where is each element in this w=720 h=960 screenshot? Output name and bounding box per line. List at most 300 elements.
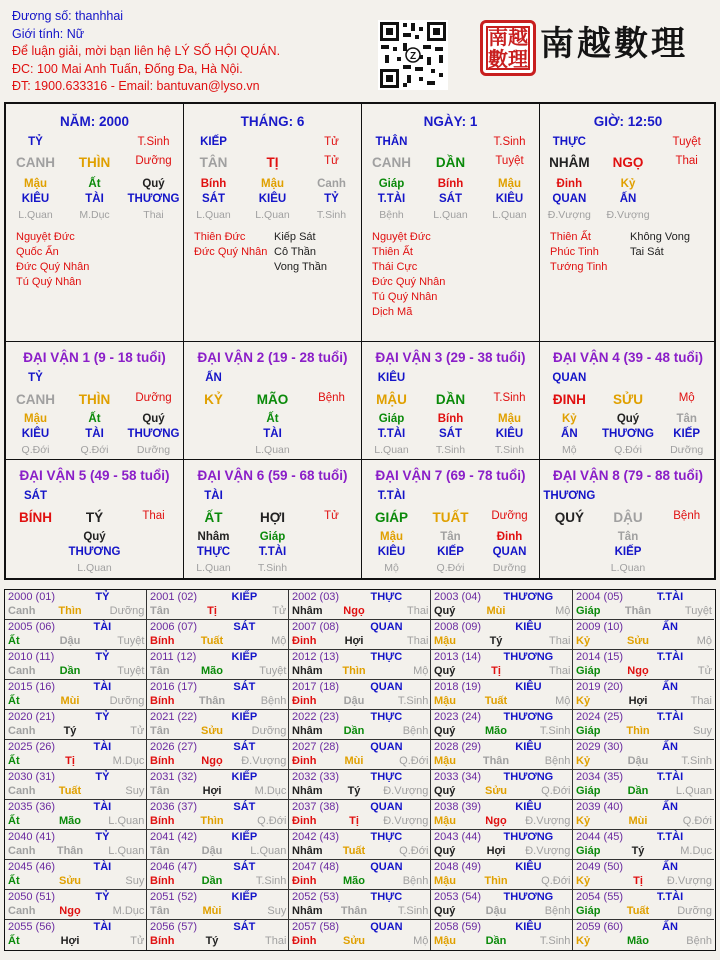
heavenly-stem: Mậu: [434, 695, 456, 707]
hidden-stem: Bính: [200, 178, 227, 190]
hidden-star: [6, 546, 65, 558]
hidden-stage: L.Quan: [196, 562, 231, 574]
good-star: Thiên Ất: [372, 246, 413, 258]
life-stage: Bệnh: [544, 755, 571, 767]
heavenly-stem: Giáp: [576, 785, 601, 797]
annual-cell: [147, 890, 289, 920]
earthly-branch: Sửu: [484, 785, 508, 797]
ten-god-star: THỰC: [370, 771, 403, 783]
annual-stem-branch: [8, 725, 144, 737]
chart-grid: [4, 102, 716, 580]
hidden-stem: Giáp: [378, 413, 405, 425]
earthly-branch: Tị: [207, 605, 217, 617]
hidden-stage: [124, 562, 183, 574]
seal-text: 南越數理: [488, 25, 528, 71]
hidden-star: ẤN: [561, 428, 578, 440]
annual-stem-branch: [8, 845, 144, 857]
life-stage: Mộ: [678, 392, 695, 404]
dai-van-cell: [362, 460, 540, 580]
earthly-branch: Tị: [633, 875, 643, 887]
earthly-branch: Mùi: [344, 755, 364, 767]
life-stage: Tử: [130, 725, 145, 737]
dai-van-title: ĐẠI VẬN 2 (19 - 28 tuổi): [197, 350, 348, 365]
hidden-stage: L.Quan: [196, 209, 231, 221]
annual-stem-branch: [150, 695, 286, 707]
hidden-stem: Tân: [676, 413, 697, 425]
life-stage: M.Dục: [112, 755, 145, 767]
heavenly-stem: Mậu: [434, 875, 456, 887]
earthly-branch: DẦN: [435, 392, 466, 407]
heavenly-stem: Giáp: [576, 725, 601, 737]
pillar-stars-row: [184, 136, 361, 148]
annual-stem-branch: [292, 815, 428, 827]
life-stage: Thai: [406, 635, 429, 647]
gender: Giới tính: Nữ: [12, 26, 85, 41]
year-age: 2001 (02): [150, 591, 198, 603]
earthly-branch: Thân: [198, 695, 226, 707]
dai-van-stem-branch: [6, 510, 183, 525]
ten-god-star: THƯƠNG: [543, 490, 596, 502]
year-age: 2022 (23): [292, 711, 340, 723]
heavenly-stem: Tân: [150, 905, 170, 917]
dai-van-title: ĐẠI VẬN 8 (79 - 88 tuổi): [552, 468, 704, 483]
life-stage: M.Dục: [254, 785, 287, 797]
hidden-stem: Mậu: [24, 178, 47, 190]
annual-stem-branch: [8, 605, 144, 617]
heavenly-stem: Bính: [150, 875, 175, 887]
life-stage: Mộ: [555, 695, 571, 707]
hidden-stem: [184, 413, 243, 425]
dai-van-title: ĐẠI VẬN 1 (9 - 18 tuổi): [23, 350, 166, 365]
ten-god-star: QUAN: [370, 801, 403, 813]
annual-stem-branch: [292, 935, 428, 947]
annual-cell: [431, 620, 573, 650]
heavenly-stem: Mậu: [434, 935, 456, 947]
annual-cell: [289, 890, 431, 920]
earthly-branch: TUẤT: [432, 510, 469, 525]
ten-god-star: KIẾP: [231, 771, 258, 783]
life-stage: T.Sinh: [397, 695, 429, 707]
hidden-star: KIÊU: [377, 546, 406, 558]
ten-god-star: TỶ: [95, 891, 110, 903]
spacer: [480, 490, 539, 502]
annual-cell: [289, 680, 431, 710]
spacer: [657, 372, 716, 384]
dai-van-star-row: [540, 490, 716, 502]
earthly-branch: Thân: [340, 905, 368, 917]
spacer: [302, 372, 361, 384]
year-age: 2019 (20): [576, 681, 624, 693]
hidden-stars: [362, 193, 539, 205]
ten-god-star: KIÊU: [515, 801, 542, 813]
annual-cell: [5, 710, 147, 740]
ten-god-star: SÁT: [233, 621, 256, 633]
ten-god-star: ẤN: [662, 741, 678, 753]
spacer: [124, 490, 183, 502]
annual-stem-branch: [434, 605, 570, 617]
ten-god-star: ẤN: [662, 621, 678, 633]
life-stage: Bệnh: [318, 392, 345, 404]
life-stage: Thai: [548, 635, 571, 647]
hidden-star: KIẾP: [673, 428, 701, 440]
ten-god-star: KIẾP: [231, 891, 258, 903]
brand-title: 南越數理: [540, 24, 688, 64]
annual-cell: [573, 710, 714, 740]
heavenly-stem: Canh: [8, 665, 36, 677]
hidden-stages: [540, 562, 716, 574]
life-stage: Tử: [272, 605, 287, 617]
annual-cell: [431, 710, 573, 740]
heavenly-stem: Ất: [8, 755, 20, 767]
annual-stem-branch: [434, 785, 570, 797]
life-stage: Dưỡng: [109, 695, 145, 707]
life-stage: Bệnh: [402, 875, 429, 887]
hidden-stages: [540, 444, 716, 456]
annual-cell: [147, 800, 289, 830]
dai-van-stem-branch: [6, 392, 183, 407]
hidden-stars: [540, 428, 716, 440]
ten-god-star: KIÊU: [515, 621, 542, 633]
hidden-stars: [6, 546, 183, 558]
earthly-branch: Thân: [482, 755, 510, 767]
hidden-stages: [6, 444, 183, 456]
life-stage: Bệnh: [402, 725, 429, 737]
heavenly-stem: CANH: [16, 155, 55, 170]
hidden-stem: Đinh: [496, 531, 523, 543]
ten-god-star: T.TÀI: [656, 591, 684, 603]
earthly-branch: Hợi: [486, 845, 506, 857]
hidden-stem: Giáp: [378, 178, 405, 190]
spacer: [421, 490, 480, 502]
year-age: 2045 (46): [8, 861, 56, 873]
annual-stem-branch: [8, 755, 144, 767]
hidden-star: TỶ: [324, 193, 339, 205]
annual-stem-branch: [8, 935, 144, 947]
annual-cell: [573, 740, 714, 770]
life-stage: T.Sinh: [397, 905, 429, 917]
life-stage: L.Quan: [108, 815, 145, 827]
ten-god-star: TÀI: [93, 681, 112, 693]
heavenly-stem: Kỷ: [576, 875, 591, 887]
hidden-stages: [362, 209, 539, 221]
annual-stem-branch: [8, 875, 144, 887]
life-stage: Suy: [125, 875, 145, 887]
life-stage: Thai: [264, 935, 287, 947]
pillar-stem-branch: [184, 155, 361, 170]
life-stage: Tử: [324, 510, 339, 522]
pillar-star: TỶ: [28, 136, 43, 148]
hidden-stage: Dưỡng: [670, 444, 704, 456]
ten-god-star: QUAN: [552, 372, 587, 384]
ten-god-star: QUAN: [370, 621, 403, 633]
annual-cell: [573, 890, 714, 920]
hidden-stage: T.Sinh: [435, 444, 466, 456]
life-stage: Đ.Vượng: [666, 875, 712, 887]
annual-cell: [5, 650, 147, 680]
heavenly-stem: Ất: [8, 815, 20, 827]
hidden-star: KIÊU: [21, 193, 50, 205]
earthly-branch: Dần: [201, 875, 223, 887]
annual-stem-branch: [434, 815, 570, 827]
earthly-branch: Dần: [627, 785, 649, 797]
hidden-stage: T.Sinh: [494, 444, 525, 456]
heavenly-stem: Đinh: [292, 815, 317, 827]
ten-god-star: SÁT: [233, 681, 256, 693]
earthly-branch: Ngọ: [343, 605, 365, 617]
good-star: Quốc Ấn: [16, 246, 59, 258]
annual-cell: [5, 740, 147, 770]
annual-stem-branch: [576, 605, 712, 617]
heavenly-stem: Đinh: [292, 935, 317, 947]
life-stage: Đ.Vượng: [525, 845, 571, 857]
hidden-stages: [184, 444, 361, 456]
annual-stem-branch: [292, 635, 428, 647]
annual-cell: [147, 680, 289, 710]
ten-god-star: ẤN: [662, 681, 678, 693]
life-stage: Thai: [142, 510, 165, 522]
hidden-star: THỰC: [196, 546, 231, 558]
hidden-star: KIÊU: [495, 193, 524, 205]
annual-stem-branch: [150, 605, 286, 617]
hidden-stage: T.Sinh: [316, 209, 347, 221]
life-stage: Tuyệt: [495, 155, 524, 167]
hidden-stems: [540, 178, 716, 190]
life-stage: L.Quan: [250, 845, 287, 857]
life-stage: Suy: [267, 905, 287, 917]
ten-god-star: QUAN: [370, 741, 403, 753]
earthly-branch: Hợi: [202, 785, 222, 797]
bad-stars-list: [274, 230, 327, 275]
hidden-star: THƯƠNG: [602, 428, 654, 440]
earthly-branch: Tý: [631, 845, 645, 857]
ten-god-star: THỰC: [370, 711, 403, 723]
hidden-stem: Mậu: [498, 413, 521, 425]
earthly-branch: Tuất: [342, 845, 366, 857]
annual-cell: [289, 620, 431, 650]
earthly-branch: Tị: [491, 665, 501, 677]
annual-cell: [5, 770, 147, 800]
heavenly-stem: Giáp: [576, 905, 601, 917]
earthly-branch: Mão: [201, 665, 223, 677]
ten-god-star: TÀI: [93, 801, 112, 813]
heavenly-stem: Mậu: [434, 635, 456, 647]
hidden-stem: [6, 531, 65, 543]
year-age: 2027 (28): [292, 741, 340, 753]
earthly-branch: Hợi: [628, 695, 648, 707]
hidden-stem: Quý: [142, 178, 165, 190]
hidden-star: [540, 546, 599, 558]
year-age: 2026 (27): [150, 741, 198, 753]
annual-stem-branch: [434, 725, 570, 737]
annual-stem-branch: [150, 935, 286, 947]
annual-stem-branch: [434, 635, 570, 647]
ten-god-star: THƯƠNG: [503, 711, 554, 723]
contact-invite: Để luận giải, mời bạn liên hệ LÝ SỐ HỘI QUÁN.: [12, 44, 281, 58]
hidden-stems: [6, 531, 183, 543]
hidden-star: KIẾP: [614, 546, 642, 558]
ten-god-star: KIẾP: [231, 591, 258, 603]
life-stage: Tử: [697, 665, 712, 677]
annual-stem-branch: [576, 785, 712, 797]
heavenly-stem: Ất: [8, 935, 20, 947]
earthly-branch: Tý: [489, 635, 503, 647]
year-age: 2034 (35): [576, 771, 624, 783]
hidden-stages: [184, 562, 361, 574]
hidden-stages: [184, 209, 361, 221]
hidden-star: KIÊU: [21, 428, 50, 440]
heavenly-stem: QUÝ: [554, 510, 584, 525]
annual-stem-branch: [292, 785, 428, 797]
spacer: [599, 372, 658, 384]
dai-van-star-row: [184, 372, 361, 384]
heavenly-stem: NHÂM: [549, 155, 590, 170]
year-age: 2002 (03): [292, 591, 340, 603]
heavenly-stem: Tân: [150, 665, 170, 677]
year-age: 2046 (47): [150, 861, 198, 873]
ten-god-star: TỶ: [95, 831, 110, 843]
good-star: Dịch Mã: [372, 306, 413, 318]
dai-van-star-row: [6, 490, 183, 502]
hidden-stars: [6, 193, 183, 205]
year-age: 2037 (38): [292, 801, 340, 813]
hidden-stage: L.Quan: [492, 209, 527, 221]
year-age: 2043 (44): [434, 831, 482, 843]
hidden-stars: [540, 546, 716, 558]
annual-cell: [431, 830, 573, 860]
pillar-star: THÂN: [375, 136, 408, 148]
hidden-star: QUAN: [492, 546, 527, 558]
ten-god-star: TÀI: [93, 741, 112, 753]
earthly-branch: THÌN: [78, 392, 111, 407]
year-age: 2032 (33): [292, 771, 340, 783]
hidden-star: [657, 193, 716, 205]
heavenly-stem: Quý: [434, 845, 456, 857]
dai-van-stem-branch: [362, 392, 539, 407]
earthly-branch: Ngọ: [627, 665, 649, 677]
hidden-star: THƯƠNG: [68, 546, 121, 558]
earthly-branch: Tị: [65, 755, 75, 767]
year-age: 2014 (15): [576, 651, 624, 663]
life-stage: Thai: [406, 605, 429, 617]
life-stage: T.Sinh: [539, 725, 571, 737]
heavenly-stem: CANH: [16, 392, 55, 407]
year-age: 2040 (41): [8, 831, 56, 843]
pillar-title: GIỜ: 12:50: [593, 114, 663, 129]
ten-god-star: T.TÀI: [656, 651, 684, 663]
hidden-stage: [657, 209, 716, 221]
annual-stem-branch: [576, 725, 712, 737]
qr-code-icon: [378, 20, 448, 90]
ten-god-star: TỶ: [95, 771, 110, 783]
heavenly-stem: Nhâm: [292, 845, 323, 857]
annual-cell: [431, 800, 573, 830]
year-age: 2038 (39): [434, 801, 482, 813]
life-stage: Thai: [548, 665, 571, 677]
life-stage: Dưỡng: [135, 155, 172, 167]
heavenly-stem: Bính: [150, 755, 175, 767]
hidden-stage: Dưỡng: [136, 444, 171, 456]
heavenly-stem: Bính: [150, 635, 175, 647]
hidden-stars: [184, 193, 361, 205]
hidden-stage: Mộ: [562, 444, 577, 456]
year-age: 2052 (53): [292, 891, 340, 903]
ten-god-star: T.TÀI: [377, 490, 406, 502]
hidden-star: [657, 546, 716, 558]
dai-van-title: ĐẠI VẬN 3 (29 - 38 tuổi): [375, 350, 526, 365]
hidden-star: [302, 428, 361, 440]
ten-god-star: THỰC: [370, 591, 403, 603]
heavenly-stem: CANH: [372, 155, 411, 170]
heavenly-stem: BÍNH: [19, 510, 52, 525]
heavenly-stem: Kỷ: [576, 935, 591, 947]
dai-van-star-row: [540, 372, 716, 384]
life-stage: Tuyệt: [117, 635, 145, 647]
good-star: Đức Quý Nhân: [194, 246, 268, 258]
annual-stem-branch: [292, 605, 428, 617]
hidden-stems: [184, 413, 361, 425]
dai-van-star-row: [184, 490, 361, 502]
ten-god-star: KIÊU: [515, 921, 542, 933]
pillar-cell: [540, 104, 716, 342]
dai-van-stem-branch: [540, 510, 716, 525]
pillar-title: THÁNG: 6: [240, 114, 305, 129]
hidden-star: T.TÀI: [377, 193, 406, 205]
year-age: 2035 (36): [8, 801, 56, 813]
annual-cell: [573, 830, 714, 860]
earthly-branch: Hợi: [344, 635, 364, 647]
life-stage: Q.Đới: [541, 875, 571, 887]
ten-god-star: TÀI: [93, 861, 112, 873]
good-star: Tú Quý Nhân: [16, 276, 82, 288]
good-star: Nguyệt Đức: [16, 231, 75, 243]
phone-email: ĐT: 1900.633316 - Email: bantuvan@lyso.vn: [12, 79, 260, 93]
hidden-stem: [657, 178, 716, 190]
year-age: 2050 (51): [8, 891, 56, 903]
heavenly-stem: ĐINH: [552, 392, 586, 407]
good-star: Tướng Tinh: [550, 261, 608, 273]
bad-star: Vong Thần: [274, 261, 328, 273]
annual-stem-branch: [150, 815, 286, 827]
good-stars-list: [194, 230, 267, 260]
annual-stem-branch: [434, 665, 570, 677]
annual-cell: [5, 890, 147, 920]
hidden-stage: Dưỡng: [492, 562, 527, 574]
annual-stem-branch: [150, 725, 286, 737]
life-stage: Bệnh: [260, 695, 287, 707]
year-age: 2051 (52): [150, 891, 198, 903]
heavenly-stem: Quý: [434, 905, 456, 917]
hidden-stages: [6, 209, 183, 221]
life-stage: Thai: [675, 155, 698, 167]
earthly-branch: TỊ: [266, 155, 279, 170]
good-star: Tú Quý Nhân: [372, 291, 438, 303]
dai-van-stem-branch: [184, 510, 361, 525]
hidden-star: QUAN: [552, 193, 587, 205]
ten-god-star: KIẾP: [231, 651, 258, 663]
year-age: 2049 (50): [576, 861, 624, 873]
life-stage: Mộ: [413, 665, 429, 677]
heavenly-stem: Bính: [150, 815, 175, 827]
hidden-stem: [657, 531, 716, 543]
hidden-stem: Tân: [617, 531, 639, 543]
hidden-stage: Thai: [143, 209, 164, 221]
earthly-branch: DẦN: [435, 155, 466, 170]
dai-van-cell: [184, 460, 362, 580]
year-age: 2015 (16): [8, 681, 56, 693]
ten-god-star: ẤN: [662, 861, 678, 873]
life-stage: Tử: [324, 155, 339, 167]
bad-stars-list: [630, 230, 690, 260]
